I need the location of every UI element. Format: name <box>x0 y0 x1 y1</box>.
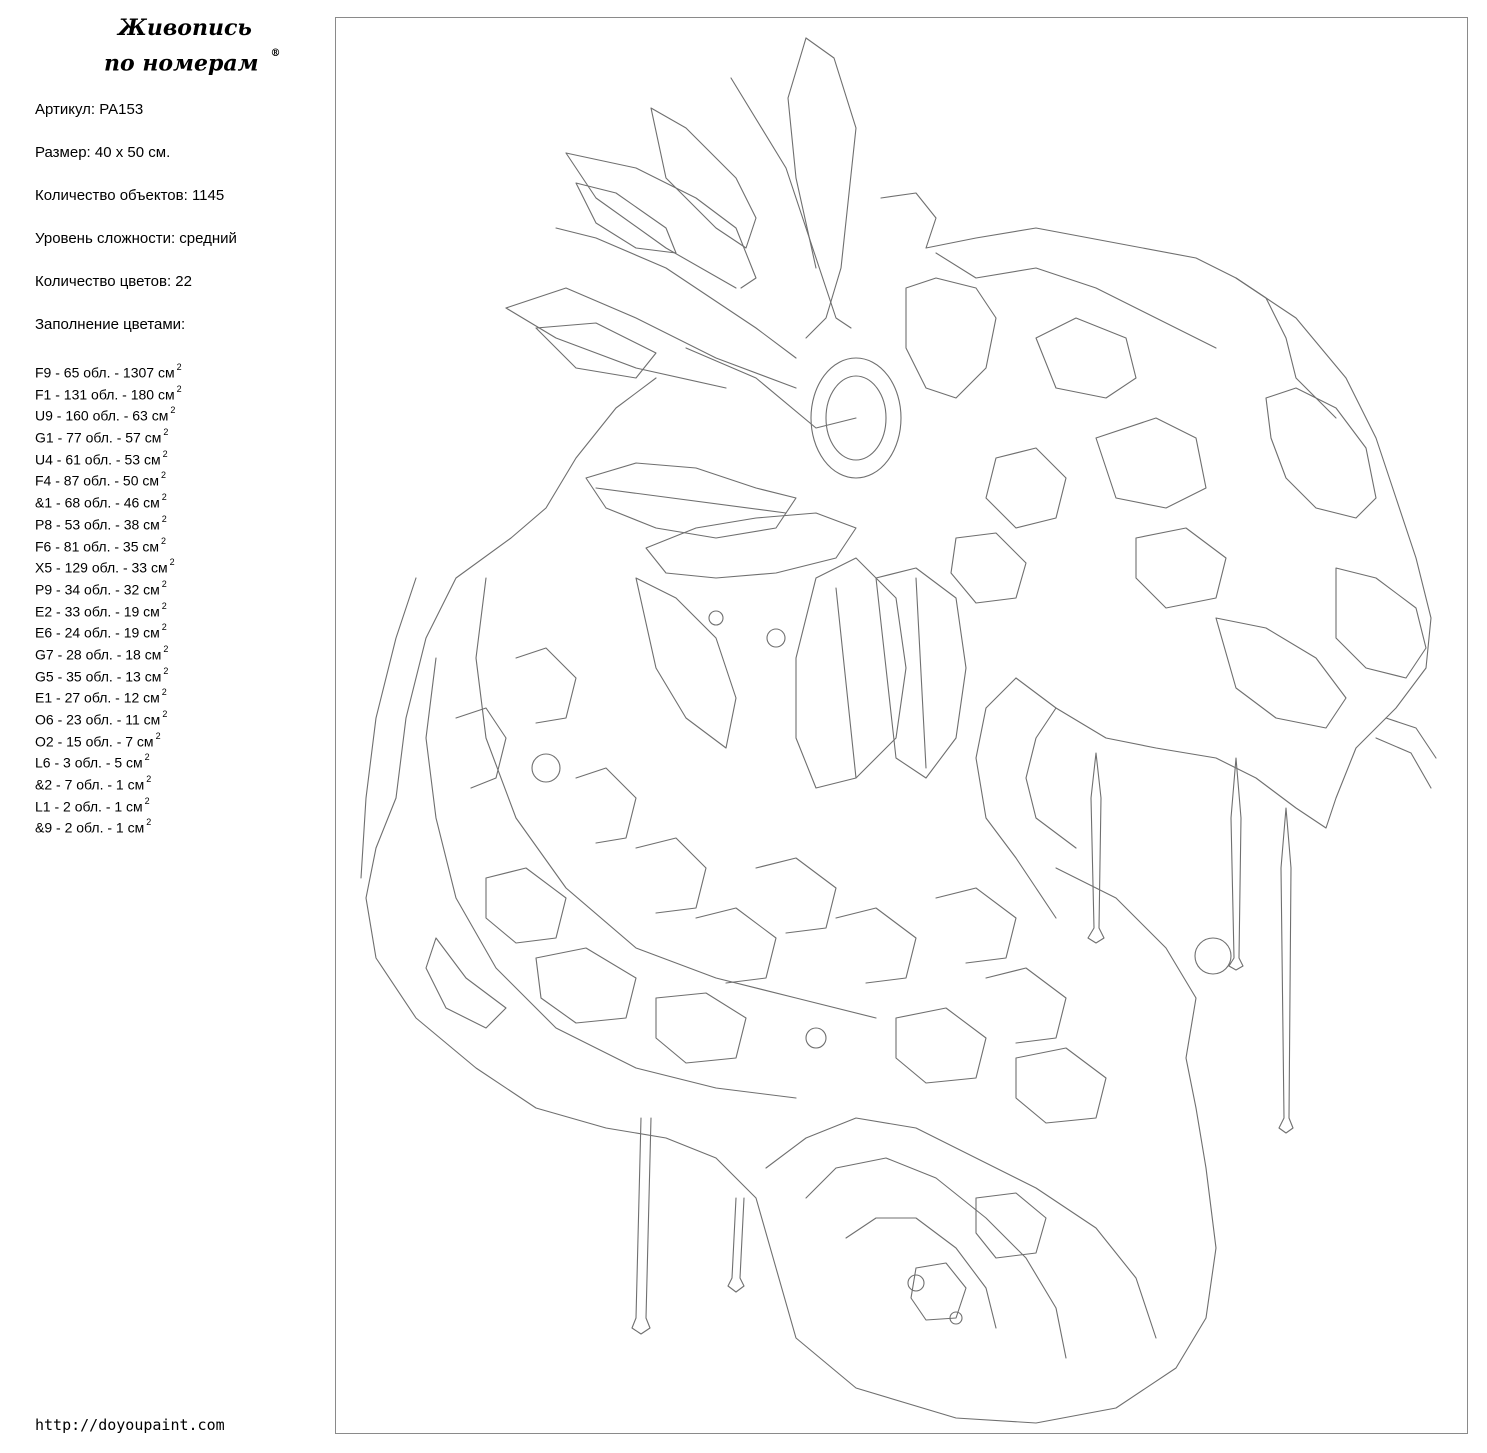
fill-item-unit-exponent: 2 <box>161 578 167 589</box>
fill-item-unit-exponent: 2 <box>155 730 161 741</box>
fill-list-item <box>35 576 182 598</box>
fill-item-text: G5 - 35 обл. - 13 см <box>35 668 162 685</box>
brand-line-2-text: по номерам <box>104 50 259 77</box>
fill-item-unit-exponent: 2 <box>161 600 167 611</box>
fill-list-item <box>35 598 182 620</box>
article-label: Артикул: PA153 <box>35 101 144 118</box>
fill-item-text: O6 - 23 обл. - 11 см <box>35 711 161 728</box>
fill-item-text: F4 - 87 обл. - 50 см <box>35 473 160 490</box>
fill-item-text: X5 - 129 обл. - 33 см <box>35 559 168 576</box>
fill-item-unit-exponent: 2 <box>176 383 182 394</box>
fill-list-item <box>35 749 182 771</box>
fill-item-unit-exponent: 2 <box>144 795 150 806</box>
fill-list-item <box>35 793 182 815</box>
fill-list-item <box>35 402 182 424</box>
brand-logo <box>100 12 300 79</box>
fill-item-unit-exponent: 2 <box>146 817 152 828</box>
fill-item-unit-exponent: 2 <box>176 362 182 372</box>
fill-list-item <box>35 533 182 555</box>
fill-item-unit-exponent: 2 <box>161 492 167 503</box>
fill-item-text: F9 - 65 обл. - 1307 см <box>35 364 175 381</box>
fill-list-item <box>35 814 182 836</box>
fill-item-text: P8 - 53 обл. - 38 см <box>35 516 160 533</box>
product-info <box>35 101 237 359</box>
fill-list-item <box>35 641 182 663</box>
fill-item-unit-exponent: 2 <box>169 557 175 568</box>
size-label: Размер: 40 х 50 см. <box>35 144 171 161</box>
fill-item-text: E2 - 33 обл. - 19 см <box>35 603 160 620</box>
fill-list-item <box>35 619 182 641</box>
fill-item-text: U9 - 160 обл. - 63 см <box>35 408 169 425</box>
fill-item-unit-exponent: 2 <box>170 405 176 416</box>
fill-item-unit-exponent: 2 <box>161 513 167 524</box>
fill-item-text: O2 - 15 обл. - 7 см <box>35 733 154 750</box>
fill-item-text: F1 - 131 обл. - 180 см <box>35 386 175 403</box>
fill-item-unit-exponent: 2 <box>146 774 152 785</box>
registered-mark: ® <box>270 48 281 59</box>
fill-item-text: G1 - 77 обл. - 57 см <box>35 429 162 446</box>
fill-list-item <box>35 771 182 793</box>
fill-list-item <box>35 554 182 576</box>
difficulty-label: Уровень сложности: средний <box>35 230 237 247</box>
fill-item-unit-exponent: 2 <box>161 622 167 633</box>
fill-item-text: &2 - 7 обл. - 1 см <box>35 776 145 793</box>
fill-list-item <box>35 424 182 446</box>
fill-item-unit-exponent: 2 <box>161 687 167 698</box>
objects-count-label: Количество объектов: 1145 <box>35 187 225 204</box>
fill-list-item <box>35 728 182 750</box>
website-link[interactable]: http://doyoupaint.com <box>35 1416 225 1434</box>
fill-item-text: &9 - 2 обл. - 1 см <box>35 820 145 837</box>
fill-item-unit-exponent: 2 <box>161 470 167 481</box>
fill-item-unit-exponent: 2 <box>163 665 169 676</box>
brand-line-2 <box>100 44 300 79</box>
fill-item-unit-exponent: 2 <box>163 427 169 438</box>
fill-item-text: L1 - 2 обл. - 1 см <box>35 798 143 815</box>
colors-count-label: Количество цветов: 22 <box>35 273 192 290</box>
brand-line-1: Живопись <box>118 15 252 41</box>
fill-list-item <box>35 446 182 468</box>
fill-item-unit-exponent: 2 <box>161 535 167 546</box>
fill-item-text: F6 - 81 обл. - 35 см <box>35 538 160 555</box>
fill-list-item <box>35 467 182 489</box>
fill-item-unit-exponent: 2 <box>162 709 168 719</box>
fill-list-item <box>35 684 182 706</box>
panther-head-line-art-icon <box>336 18 1467 1433</box>
fill-list-item <box>35 663 182 685</box>
fill-list-item <box>35 359 182 381</box>
info-sidebar <box>0 0 320 1453</box>
fill-item-unit-exponent: 2 <box>162 448 168 459</box>
fill-item-unit-exponent: 2 <box>144 752 150 763</box>
fill-item-text: P9 - 34 обл. - 32 см <box>35 581 160 598</box>
color-fill-list <box>35 359 182 836</box>
fill-item-text: E6 - 24 обл. - 19 см <box>35 624 160 641</box>
fill-list-item <box>35 381 182 403</box>
fill-heading: Заполнение цветами: <box>35 316 186 333</box>
fill-list-item <box>35 489 182 511</box>
fill-item-text: L6 - 3 обл. - 5 см <box>35 755 143 772</box>
fill-list-item <box>35 706 182 728</box>
fill-list-item <box>35 511 182 533</box>
artwork-frame <box>335 17 1468 1434</box>
fill-item-text: U4 - 61 обл. - 53 см <box>35 451 161 468</box>
fill-item-text: E1 - 27 обл. - 12 см <box>35 689 160 706</box>
fill-item-unit-exponent: 2 <box>163 643 169 654</box>
fill-item-text: &1 - 68 обл. - 46 см <box>35 494 160 511</box>
fill-item-text: G7 - 28 обл. - 18 см <box>35 646 162 663</box>
